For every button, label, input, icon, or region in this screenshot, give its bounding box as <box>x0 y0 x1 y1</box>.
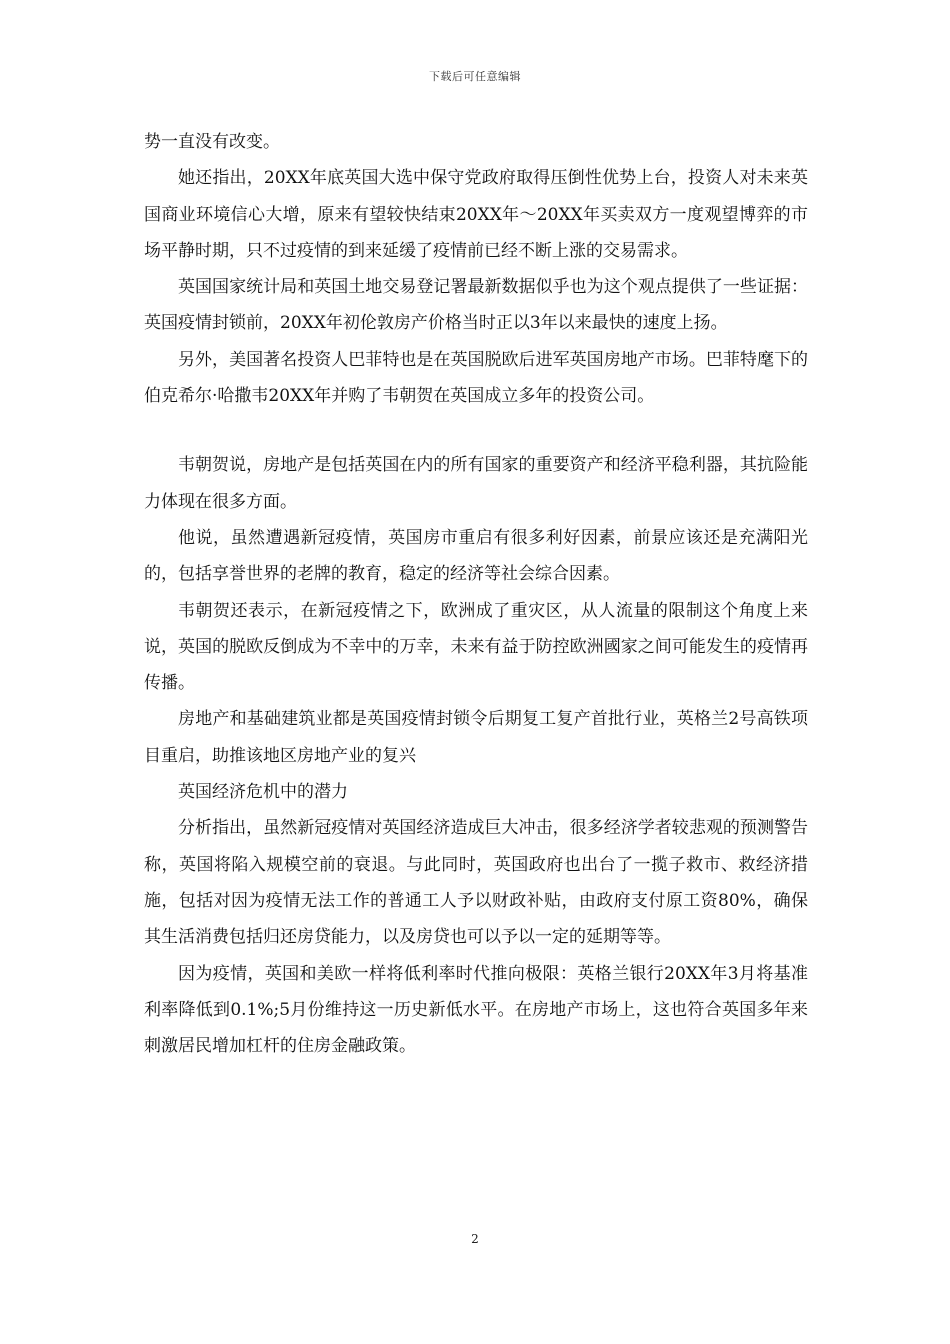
page-number: 2 <box>471 1232 479 1246</box>
paragraph: 韦朝贺说，房地产是包括英国在内的所有国家的重要资产和经济平稳利器，其抗险能力体现在很多方面。 <box>144 455 808 512</box>
page-header: 下载后可任意编辑 <box>429 70 521 83</box>
paragraph: 他说，虽然遭遇新冠疫情，英国房市重启有很多利好因素，前景应该还是充满阳光的，包括享誉世界的老牌的教育，稳定的经济等社会综合因素。 <box>144 527 808 585</box>
paragraph-continuation: 势一直没有改变。 <box>144 132 280 152</box>
paragraph: 韦朝贺还表示，在新冠疫情之下，欧洲成了重灾区，从人流量的限制这个角度上来说，英国的脱欧反倒成为不幸中的万幸，未来有益于防控欧洲國家之间可能发生的疫情再传播。 <box>144 600 808 694</box>
blank-line <box>144 414 808 447</box>
paragraph: 英国国家统计局和英国土地交易登记署最新数据似乎也为这个观点提供了一些证据：英国疫情封锁前，20XX年初伦敦房产价格当时正以3年以来最快的速度上扬。 <box>144 277 808 334</box>
paragraph: 房地产和基础建筑业都是英国疫情封锁令后期复工复产首批行业，英格兰2号高铁项目重启，助推该地区房地产业的复兴 <box>144 709 808 766</box>
paragraph: 分析指出，虽然新冠疫情对英国经济造成巨大冲击，很多经济学者较悲观的预测警告称，英国将陷入规模空前的衰退。与此同时，英国政府也出台了一揽子救市、救经济措施，包括对因为疫情无法工作的普通工人予以财政补贴，由政府支付原工资80%，确保其生活消费包括归还房贷能力，以及房贷也可以予以一定的延期等等。 <box>144 818 808 948</box>
paragraph: 另外，美国著名投资人巴菲特也是在英国脱欧后进军英国房地产市场。巴菲特麾下的伯克希尔·哈撒韦20XX年并购了韦朝贺在英国成立多年的投资公司。 <box>144 349 808 407</box>
section-subheading: 英国经济危机中的潜力 <box>178 782 348 803</box>
document-body <box>144 124 808 1064</box>
paragraph: 因为疫情，英国和美欧一样将低利率时代推向极限：英格兰银行20XX年3月将基准利率降低到0.1%;5月份维持这一历史新低水平。在房地产市场上，这也符合英国多年来刺激居民增加杠杆的住房金融政策。 <box>144 963 808 1057</box>
paragraph: 她还指出，20XX年底英国大选中保守党政府取得压倒性优势上台，投资人对未来英国商业环境信心大增，原来有望较快结束20XX年～20XX年买卖双方一度观望博弈的市场平静时期，只不过疫情的到来延缓了疫情前已经不断上涨的交易需求。 <box>144 168 808 261</box>
